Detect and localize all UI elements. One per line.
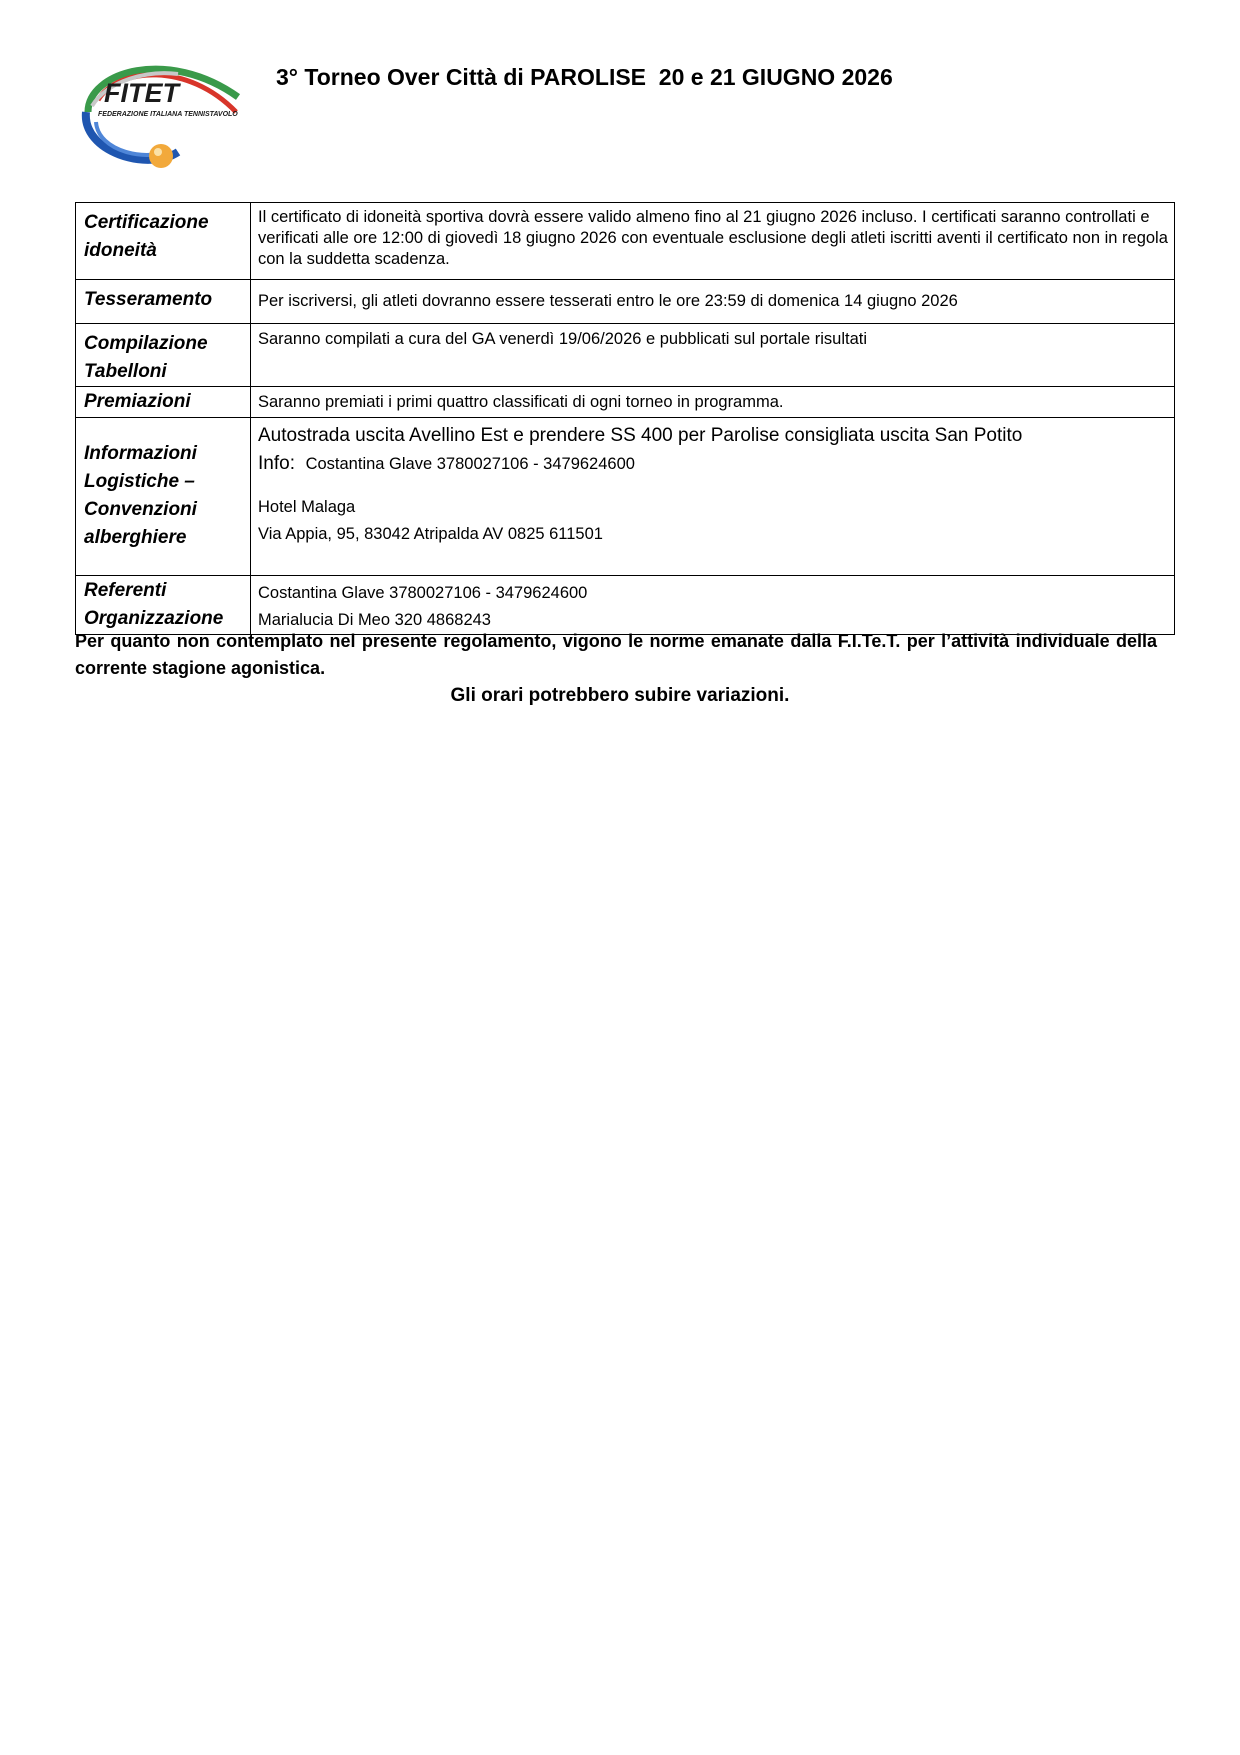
row-value <box>251 418 1175 576</box>
row-label: Informazioni Logistiche – Convenzioni alberghiere <box>76 418 251 576</box>
table-row <box>76 576 1175 635</box>
premiazioni-text: Saranno premiati i primi quattro classificati di ogni torneo in programma. <box>258 393 784 411</box>
page-title: 3° Torneo Over Città di PAROLISE 20 e 21 GIUGNO 2026 <box>276 64 893 90</box>
row-label: Certificazione idoneità <box>76 203 251 280</box>
row-value <box>251 576 1175 635</box>
row-value <box>251 203 1175 280</box>
table-row <box>76 203 1175 280</box>
table-row <box>76 280 1175 324</box>
hotel-name: Hotel Malaga <box>258 498 356 516</box>
row-label: Compilazione Tabelloni <box>76 324 251 387</box>
referente-2: Marialucia Di Meo 320 4868243 <box>258 611 491 629</box>
schedule-note: Gli orari potrebbero subire variazioni. <box>450 685 790 706</box>
row-label: Tesseramento <box>76 280 251 324</box>
row-label: Premiazioni <box>76 387 251 418</box>
logistica-directions: Autostrada uscita Avellino Est e prendere SS 400 per Parolise consigliata uscita San Potito <box>258 425 1023 446</box>
tesseramento-text: Per iscriversi, gli atleti dovranno essere tesserati entro le ore 23:59 di domenica 14 giugno 2026 <box>258 292 958 310</box>
info-table <box>75 202 1175 635</box>
info-label: Info: <box>258 453 295 474</box>
regulation-note: Per quanto non contemplato nel presente regolamento, vigono le norme emanate dalla F.I.Te.T. per l’attività individuale della corrente stagione agonistica. <box>75 631 1157 678</box>
logo-subtitle: FEDERAZIONE ITALIANA TENNISTAVOLO <box>98 111 238 118</box>
info-contact: Costantina Glave 3780027106 - 3479624600 <box>305 455 635 473</box>
logistica-info-line <box>258 450 1168 478</box>
certificazione-text: Il certificato di idoneità sportiva dovrà essere valido almeno fino al 21 giugno 2026 incluso. I certificati saranno controllati e verificati alle ore 12:00 di giovedì 18 giugno 2026 con eventuale esclusione degli atleti iscritti aventi il certificato non in regola con la suddetta scadenza. <box>258 208 1168 268</box>
hotel-address: Via Appia, 95, 83042 Atripalda AV 0825 611501 <box>258 525 603 543</box>
table-row <box>76 418 1175 576</box>
table-row <box>76 387 1175 418</box>
compilazione-text: Saranno compilati a cura del GA venerdì 19/06/2026 e pubblicati sul portale risultati <box>258 330 868 348</box>
row-value <box>251 387 1175 418</box>
fitet-logo <box>78 52 254 174</box>
row-label: Referenti Organizzazione <box>76 576 251 635</box>
row-value <box>251 324 1175 387</box>
table-row <box>76 324 1175 387</box>
logo-text: FITET <box>104 78 179 108</box>
row-value <box>251 280 1175 324</box>
referente-1: Costantina Glave 3780027106 - 3479624600 <box>258 584 588 602</box>
